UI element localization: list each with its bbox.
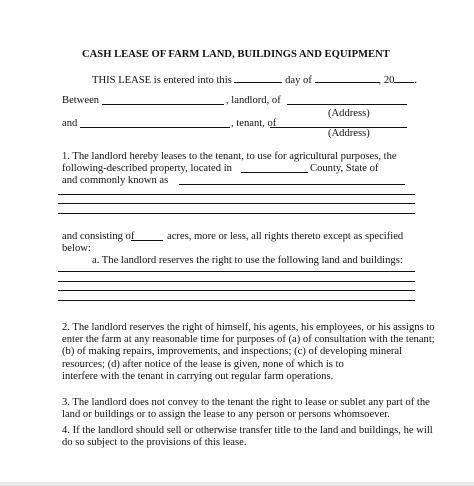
reserved-land-sub-a: a. The landlord reserves the right to use the following land and buildings: xyxy=(92,255,403,266)
property-description-line[interactable] xyxy=(58,203,415,204)
clause2-line: enter the farm at any reasonable time for purposes of (a) of consultation with the tenant; xyxy=(62,334,435,346)
clause1-line3-prefix: and commonly known as xyxy=(62,175,169,186)
intro-day-word: day of xyxy=(285,75,312,86)
landlord-address-label: (Address) xyxy=(328,108,370,119)
date-year-field[interactable] xyxy=(394,72,414,83)
intro-year-prefix: , 20 xyxy=(378,75,395,86)
tenant-suffix: , tenant, of xyxy=(231,118,277,129)
clause1-line2-prefix: following-described property, located in xyxy=(62,163,232,174)
property-description-line[interactable] xyxy=(58,213,415,214)
reserved-land-line[interactable] xyxy=(58,300,415,301)
date-month-field[interactable] xyxy=(315,72,379,83)
reserved-land-line[interactable] xyxy=(58,271,415,272)
date-day-field[interactable] xyxy=(234,72,282,83)
clause1-line2-middle: County, State of xyxy=(310,163,379,174)
intro-line xyxy=(92,72,417,87)
landlord-suffix: , landlord, of xyxy=(226,95,281,106)
clause3-line: 3. The landlord does not convey to the tenant the right to lease or sublet any part of the xyxy=(62,397,430,408)
acreage-line2: below: xyxy=(62,243,91,254)
clause3-line: land or buildings or to assign the lease to any person or persons whomsoever. xyxy=(62,409,390,421)
acreage-suffix: acres, more or less, all rights thereto except as specified xyxy=(167,231,404,242)
clause3 xyxy=(62,397,430,421)
tenant-address-label: (Address) xyxy=(328,128,370,139)
page-bottom-edge xyxy=(0,482,474,486)
clause1-line1: 1. The landlord hereby leases to the tenant, to use for agricultural purposes, the xyxy=(62,151,397,162)
document-title: CASH LEASE OF FARM LAND, BUILDINGS AND EQUIPMENT xyxy=(82,49,390,60)
reserved-land-line[interactable] xyxy=(58,281,415,282)
property-description-line[interactable] xyxy=(58,194,415,195)
tenant-name-field[interactable] xyxy=(80,127,230,128)
county-field[interactable] xyxy=(241,172,308,173)
clause4-line: do so subject to the provisions of this lease. xyxy=(62,437,247,449)
clause4-line: 4. If the landlord should sell or otherwise transfer title to the land and buildings, he will xyxy=(62,425,433,436)
clause2-line: (b) of making repairs, improvements, and inspections; (c) of developing mineral xyxy=(62,346,403,358)
landlord-name-field[interactable] xyxy=(102,104,224,105)
and-label: and xyxy=(62,118,78,129)
acres-field[interactable] xyxy=(131,240,163,241)
intro-prefix: THIS LEASE is entered into this xyxy=(92,75,232,86)
clause2-line: resources; (d) after notice of the lease is given, none of which is to xyxy=(62,358,344,370)
clause2 xyxy=(62,322,435,383)
acreage-prefix: and consisting of xyxy=(62,231,135,242)
clause2-line: 2. The landlord reserves the right of himself, his agents, his employees, or his assigns to xyxy=(62,322,435,333)
clause2-line: interfere with the tenant in carrying out regular farm operations. xyxy=(62,370,334,382)
commonly-known-as-field[interactable] xyxy=(179,184,405,185)
reserved-land-line[interactable] xyxy=(58,290,415,291)
clause4 xyxy=(62,425,433,449)
intro-year-suffix: . xyxy=(414,75,418,86)
between-label: Between xyxy=(62,95,100,106)
landlord-address-field[interactable] xyxy=(287,104,407,105)
